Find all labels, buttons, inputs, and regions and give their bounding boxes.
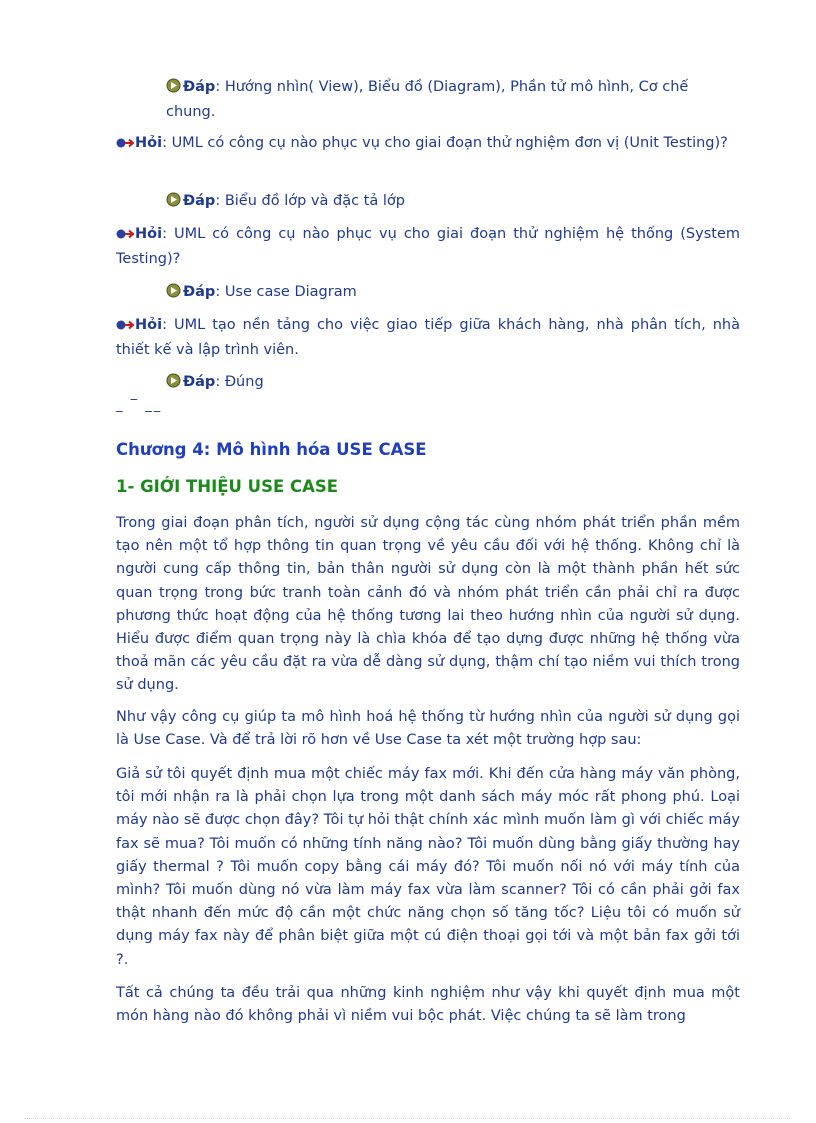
question-text: : UML có công cụ nào phục vụ cho giai đoạn thử nghiệm đơn vị (Unit Testing)? — [162, 135, 728, 151]
body-paragraph: Trong giai đoạn phân tích, người sử dụng cộng tác cùng nhóm phát triển phần mềm tạo nên một tổ hợp thông tin quan trọng về yêu cầu đối với hệ thống. Không chỉ là người cung cấp thông tin, bản thân người sử dụng còn là một thành phần hết sức quan trọng trong bức tranh toàn cảnh đó và nhóm phát triển cần phải chỉ ra được phương thức hoạt động của hệ thống tương lai theo hướng nhìn của người sử dụng. Hiểu được điểm quan trọng này là chìa khóa để tạo dựng được những hệ thống vừa thoả mãn các yêu cầu đặt ra vừa dễ dàng sử dụng, thậm chí tạo niềm vui thích trong sử dụng. — [116, 515, 740, 694]
answer-label: Đáp — [183, 79, 216, 95]
page-bottom-border — [24, 1118, 792, 1119]
question-text: : UML có công cụ nào phục vụ cho giai đoạn thử nghiệm hệ thống (System Testing)? — [116, 226, 740, 267]
question-label: Hỏi — [135, 317, 163, 333]
answer-block — [166, 190, 740, 215]
answer-text: : Đúng — [215, 374, 264, 390]
body-paragraph: Như vậy công cụ giúp ta mô hình hoá hệ thống từ hướng nhìn của người sử dụng gọi là Use Case. Và để trả lời rõ hơn về Use Case ta xét một trường hợp sau: — [116, 709, 740, 749]
question-block — [116, 314, 740, 362]
chapter-title: Chương 4: Mô hình hóa USE CASE — [116, 440, 427, 459]
answer-label: Đáp — [183, 374, 216, 390]
question-label: Hỏi — [135, 135, 163, 151]
double-arrow-bullet-icon — [116, 316, 134, 339]
question-block — [116, 132, 740, 157]
body-paragraph: Tất cả chúng ta đều trải qua những kinh nghiệm như vậy khi quyết định mua một món hàng nào đó không phải vì niềm vui bộc phát. Việc chúng ta sẽ làm trong — [116, 985, 740, 1025]
body-paragraph: Giả sử tôi quyết định mua một chiếc máy fax mới. Khi đến cửa hàng máy văn phòng, tôi mới nhận ra là phải chọn lựa trong một danh sách máy móc rất phong phú. Loại máy nào sẽ được chọn đây? Tôi tự hỏi thật chính xác mình muốn làm gì với chiếc máy fax sẽ mua? Tôi muốn có những tính năng nào? Tôi muốn dùng bằng giấy thường hay giấy thermal ? Tôi muốn copy bằng cái máy đó? Tôi muốn nối nó với máy tính của mình? Tôi muốn dùng nó vừa làm máy fax vừa làm scanner? Tôi có cần phải gởi fax thật nhanh đến mức độ cần một chức năng chọn số tăng tốc? Liệu tôi có muốn sử dụng máy fax này để phân biệt giữa một cú điện thoại gọi tới và một bản fax gởi tới ?. — [116, 766, 740, 968]
round-arrow-bullet-icon — [166, 373, 182, 396]
round-arrow-bullet-icon — [166, 192, 182, 215]
question-block — [116, 223, 740, 271]
answer-label: Đáp — [183, 193, 216, 209]
double-arrow-bullet-icon — [116, 225, 134, 248]
question-text: : UML tạo nền tảng cho việc giao tiếp giữa khách hàng, nhà phân tích, nhà thiết kế và lập trình viên. — [116, 317, 740, 358]
answer-block — [166, 371, 740, 396]
answer-block — [166, 281, 740, 306]
answer-text: : Biểu đồ lớp và đặc tả lớp — [215, 193, 405, 209]
answer-block — [166, 76, 740, 124]
answer-text: : Use case Diagram — [215, 284, 357, 300]
round-arrow-bullet-icon — [166, 283, 182, 306]
section-title: 1- GIỚI THIỆU USE CASE — [116, 477, 339, 496]
question-label: Hỏi — [135, 226, 163, 242]
answer-label: Đáp — [183, 284, 216, 300]
separator-dashes: _ ‾ __ — [116, 398, 163, 413]
answer-text: : Hướng nhìn( View), Biểu đồ (Diagram), Phần tử mô hình, Cơ chế chung. — [166, 79, 689, 120]
double-arrow-bullet-icon — [116, 134, 134, 157]
round-arrow-bullet-icon — [166, 78, 182, 101]
